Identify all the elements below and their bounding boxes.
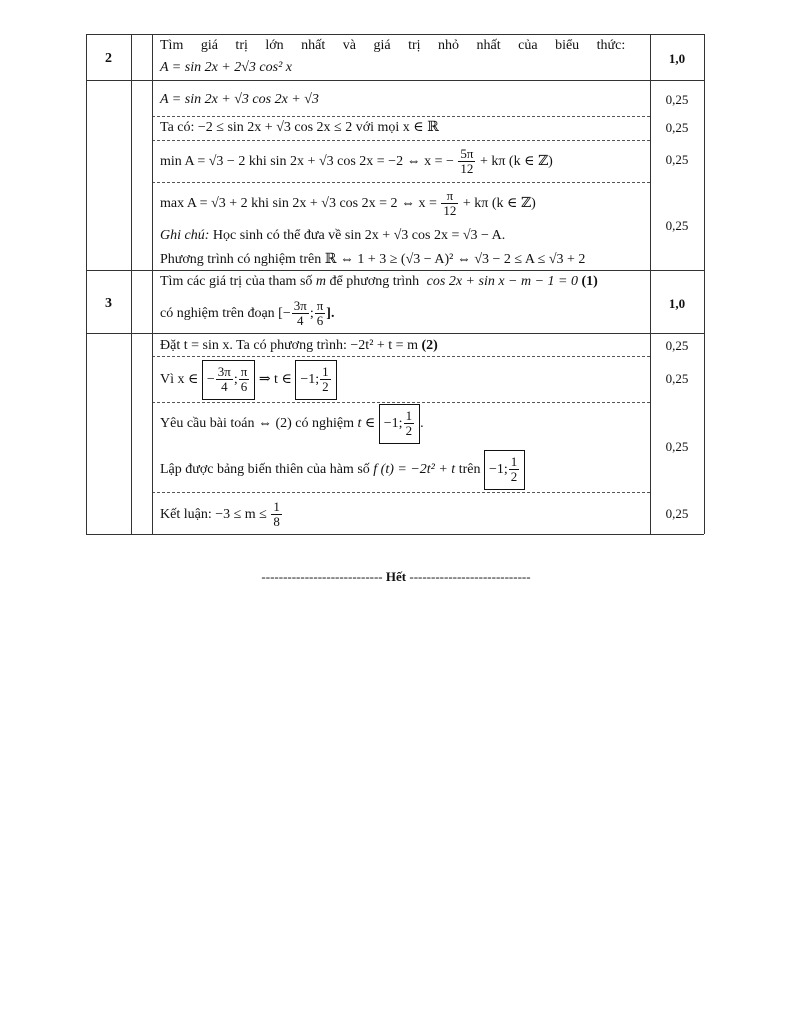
row-divider — [86, 333, 704, 334]
table-border-bottom — [86, 534, 704, 535]
column-divider — [152, 34, 153, 534]
fraction — [292, 299, 309, 328]
row-divider — [86, 270, 704, 271]
step-condition: Vì x ∈ — [160, 372, 199, 388]
fraction-numerator: 3π — [293, 298, 307, 314]
step-divider — [152, 116, 650, 117]
fraction — [404, 409, 415, 438]
fraction-denominator: 12 — [460, 161, 474, 177]
step-points: 0,25 — [665, 371, 689, 386]
step-on: trên — [458, 462, 481, 478]
note-line — [160, 228, 505, 244]
q3-text-b: để phương trình — [329, 274, 420, 289]
step-text — [160, 496, 283, 534]
step-divider — [152, 402, 650, 403]
fraction — [441, 189, 458, 218]
interval-lower: −1; — [488, 462, 508, 477]
step-text — [160, 360, 337, 400]
step-text — [160, 186, 536, 222]
step-points: 0,25 — [665, 338, 689, 353]
question-number: 3 — [105, 296, 112, 311]
step-substitution: Đặt t = sin x. Ta có phương trình: −2t² + t = m — [160, 338, 418, 353]
q3-equation: cos 2x + sin x − m − 1 = 0 — [426, 274, 578, 289]
fraction — [458, 147, 475, 176]
step-text — [160, 338, 438, 354]
fraction-numerator: π — [441, 189, 458, 204]
fraction — [239, 365, 250, 394]
interval-lower: −1; — [300, 372, 320, 387]
interval-bracket — [379, 404, 420, 444]
fraction-denominator: 2 — [322, 379, 329, 395]
end-marker — [0, 569, 792, 585]
fraction-numerator: 1 — [273, 499, 280, 515]
fraction — [315, 299, 326, 328]
step-implies: ⇒ t ∈ — [258, 372, 292, 388]
fraction — [271, 500, 282, 529]
q3-param: m — [315, 274, 327, 289]
table-border-right — [704, 34, 705, 534]
question-points: 1,0 — [668, 296, 686, 311]
step-function: f (t) = −2t² + t — [373, 462, 456, 478]
interval-lower: −1; — [383, 416, 403, 431]
q3-interval-end: ]. — [326, 306, 335, 321]
fraction — [216, 365, 233, 394]
q3-text-a: Tìm các giá trị của tham số — [160, 274, 313, 289]
end-label: Hết — [385, 569, 407, 584]
step-points: 0,25 — [665, 152, 689, 167]
table-border-top — [86, 34, 704, 35]
table-border-left — [86, 34, 87, 534]
fraction-denominator: 2 — [510, 469, 518, 485]
min-suffix: + kπ (k ∈ ℤ) — [479, 154, 553, 169]
interval-bracket: − $\frac{3\pi}{4}$ ; $\frac{\pi}{6}$ — [202, 360, 255, 400]
end-dashes-left: ---------------------------- — [261, 569, 383, 584]
step-variable: t ∈ — [357, 416, 376, 432]
max-expression: max A = √3 + 2 khi sin 2x + √3 cos 2x = 2 ⇔ x = — [160, 196, 437, 211]
step-requirement: Yêu cầu bài toán ⇔ (2) có nghiệm — [160, 416, 354, 432]
fraction-denominator: 12 — [443, 203, 457, 219]
fraction-numerator: π — [240, 364, 248, 380]
step-table-text: Lập được bảng biến thiên của hàm số — [160, 462, 370, 478]
min-expression: min A = √3 − 2 khi sin 2x + √3 cos 2x = −2 ⇔ x = − — [160, 154, 454, 169]
step-points: 0,25 — [665, 439, 689, 454]
step-points: 0,25 — [665, 120, 689, 135]
max-suffix: + kπ (k ∈ ℤ) — [462, 196, 536, 211]
question-text — [160, 274, 598, 290]
step-text — [160, 144, 553, 180]
fraction-numerator: 5π — [460, 146, 474, 162]
step-divider — [152, 492, 650, 493]
column-divider — [650, 34, 651, 534]
step-text — [160, 450, 525, 490]
question-points: 1,0 — [668, 51, 686, 66]
step-divider — [152, 182, 650, 183]
fraction-numerator: 1 — [405, 408, 413, 424]
fraction-numerator: 3π — [217, 364, 231, 380]
question-number: 2 — [105, 51, 112, 66]
fraction-numerator: 1 — [510, 454, 518, 470]
interval-bracket — [295, 360, 336, 400]
step-points: 0,25 — [665, 506, 689, 521]
fraction-denominator: 4 — [221, 379, 228, 395]
step-points: 0,25 — [665, 218, 689, 233]
interval-bracket — [484, 450, 525, 490]
note-line-2: Phương trình có nghiệm trên ℝ ⇔ 1 + 3 ≥ (√3 − A)² ⇔ √3 − 2 ≤ A ≤ √3 + 2 — [160, 252, 586, 267]
row-divider — [86, 80, 704, 81]
column-divider — [131, 34, 132, 534]
step-text: Yêu cầu bài toán ⇔ (2) có nghiệm t ∈ −1; $\frac{1}{2}$ . — [160, 404, 424, 444]
q3-interval-start: có nghiệm trên đoạn [− — [160, 306, 291, 321]
question-expression: A = sin 2x + 2√3 cos² x — [160, 60, 293, 75]
question-interval: có nghiệm trên đoạn [− $\frac{3\pi}{4}$ ; $\frac{\pi}{6}$ ]. — [160, 298, 335, 329]
fraction — [509, 455, 520, 484]
q3-tag: (1) — [581, 274, 598, 289]
note-text: Học sinh có thể đưa về sin 2x + √3 cos 2x = √3 − A. — [212, 228, 506, 243]
question-text: Tìm giá trị lớn nhất và giá trị nhỏ nhất của biểu thức: — [160, 38, 626, 53]
step-text: A = sin 2x + √3 cos 2x + √3 — [160, 92, 319, 107]
step-text: Ta có: −2 ≤ sin 2x + √3 cos 2x ≤ 2 với mọi x ∈ ℝ — [160, 120, 439, 135]
note-label: Ghi chú: — [160, 228, 210, 243]
fraction-denominator: 6 — [240, 379, 248, 395]
fraction — [320, 365, 331, 394]
equation-tag: (2) — [421, 338, 438, 353]
step-divider — [152, 140, 650, 141]
fraction-denominator: 6 — [316, 313, 324, 329]
step-conclusion: Kết luận: −3 ≤ m ≤ — [160, 507, 267, 522]
fraction-denominator: 2 — [405, 423, 413, 439]
fraction-denominator: 4 — [297, 313, 304, 329]
end-dashes-right: ---------------------------- — [409, 569, 531, 584]
fraction-numerator: π — [316, 298, 324, 314]
fraction-denominator: 8 — [273, 514, 280, 530]
fraction-numerator: 1 — [322, 364, 329, 380]
step-points: 0,25 — [665, 92, 689, 107]
step-divider — [152, 356, 650, 357]
